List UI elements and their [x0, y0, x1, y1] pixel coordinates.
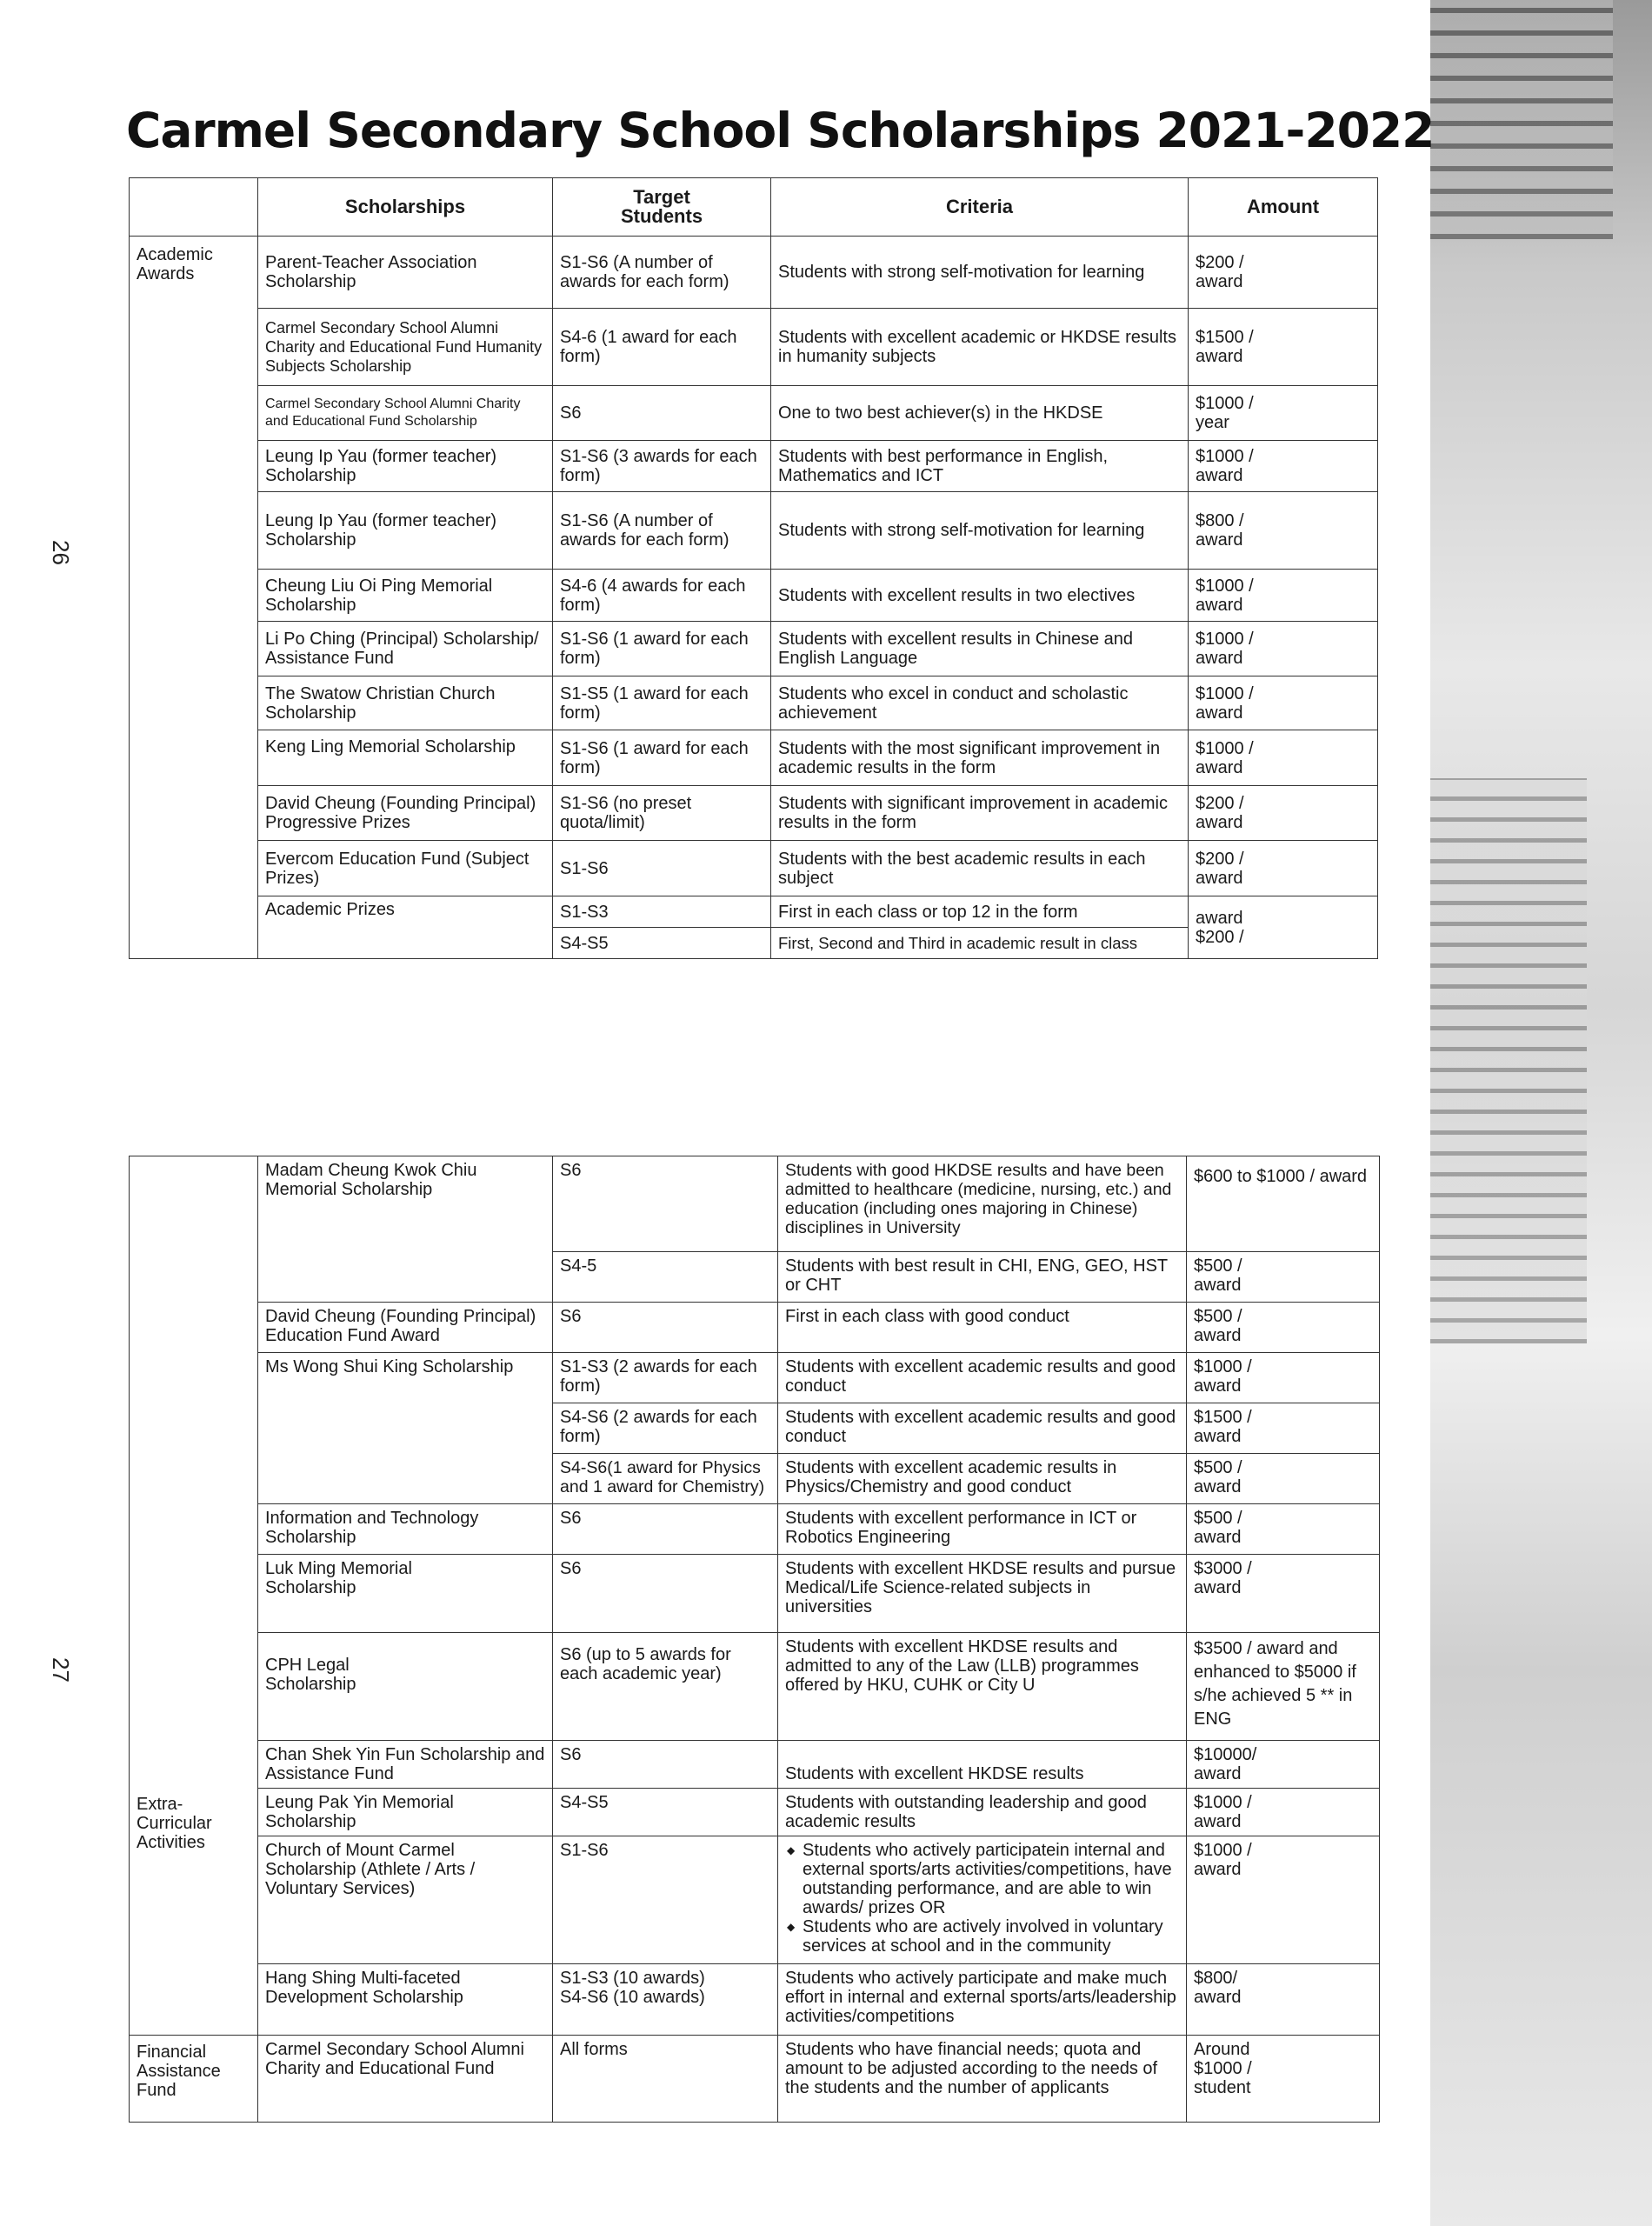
table-row [130, 1633, 1380, 1741]
table-row [130, 841, 1378, 896]
table-row [130, 237, 1378, 309]
criteria: Students with excellent results in two electives [771, 570, 1189, 622]
criteria-bullet: ◆ Students who are actively involved in voluntary services at school and in the community [803, 1917, 1179, 1956]
criteria [778, 1836, 1187, 1964]
table-row [130, 1555, 1380, 1633]
criteria: Students with excellent HKDSE results and pursue Medical/Life Science-related subjects in universities [778, 1555, 1187, 1633]
target-students: S6 [553, 1555, 778, 1633]
target-students: S6 [553, 1156, 778, 1252]
criteria: First in each class or top 12 in the form [771, 896, 1189, 928]
criteria: Students with excellent performance in ICT or Robotics Engineering [778, 1504, 1187, 1555]
target-students [553, 1964, 778, 2036]
table-row [130, 786, 1378, 841]
header-scholarships: Scholarships [258, 178, 553, 237]
scholarship-name: Carmel Secondary School Alumni Charity and Educational Fund [258, 2036, 553, 2123]
scholarship-name: Leung Pak Yin Memorial Scholarship [258, 1789, 553, 1836]
amount: $800 / award [1189, 492, 1378, 570]
target-students: S6 [553, 386, 771, 441]
scholarship-name: Carmel Secondary School Alumni Charity and Educational Fund Humanity Subjects Scholarship [258, 309, 553, 386]
scholarship-name: David Cheung (Founding Principal) Education Fund Award [258, 1303, 553, 1353]
school-building-image-top [1430, 0, 1613, 239]
scholarship-name: Hang Shing Multi-faceted Development Scholarship [258, 1964, 553, 2036]
page-number-26: 26 [47, 540, 74, 565]
target-students: S1-S6 (no preset quota/limit) [553, 786, 771, 841]
criteria: Students with excellent HKDSE results [778, 1741, 1187, 1789]
table-row [130, 1303, 1380, 1353]
scholarship-name: Cheung Liu Oi Ping Memorial Scholarship [258, 570, 553, 622]
amount: $10000/ award [1187, 1741, 1380, 1789]
target-students: S1-S6 (1 award for each form) [553, 622, 771, 676]
target-students: S1-S6 [553, 841, 771, 896]
page-title: Carmel Secondary School Scholarships 2021-2022 [126, 103, 1435, 158]
target-students: S1-S6 (A number of awards for each form) [553, 237, 771, 309]
amount: $200 / award [1189, 786, 1378, 841]
amount: $500 / award [1187, 1454, 1380, 1504]
amount-line: award [1196, 908, 1243, 928]
target-students: S1-S6 (3 awards for each form) [553, 441, 771, 492]
header-amount: Amount [1189, 178, 1378, 237]
criteria: Students with good HKDSE results and have been admitted to healthcare (medicine, nursing, etc.) and education (including ones majoring in Chinese) disciplines in University [778, 1156, 1187, 1252]
category-academic-awards: Academic Awards [130, 237, 258, 959]
table-row [130, 2036, 1380, 2123]
table-row [130, 1836, 1380, 1964]
page-number-27: 27 [47, 1657, 74, 1683]
criteria: Students with excellent academic or HKDSE results in humanity subjects [771, 309, 1189, 386]
target-students: All forms [553, 2036, 778, 2123]
criteria: Students with excellent academic results and good conduct [778, 1353, 1187, 1403]
scholarship-name: Ms Wong Shui King Scholarship [258, 1353, 553, 1504]
criteria: Students with the most significant improvement in academic results in the form [771, 730, 1189, 786]
table-row [130, 492, 1378, 570]
target-line: S1-S3 (10 awards) [560, 1969, 705, 1988]
header-target: Target Students [553, 178, 771, 237]
amount: $1000 / award [1189, 622, 1378, 676]
criteria: Students with excellent academic results and good conduct [778, 1403, 1187, 1454]
scholarships-table-other [129, 1156, 1380, 2123]
target-students: S6 [553, 1303, 778, 1353]
target-students: S6 [553, 1504, 778, 1555]
amount: $1000 / award [1189, 730, 1378, 786]
amount: $200 / award [1189, 841, 1378, 896]
building-photo-strip [1430, 0, 1652, 2226]
amount: $1500 / award [1187, 1403, 1380, 1454]
amount: $200 / award [1189, 237, 1378, 309]
scholarship-name: CPH Legal Scholarship [258, 1633, 553, 1741]
scholarships-table-academic [129, 177, 1378, 959]
target-students: S1-S5 (1 award for each form) [553, 676, 771, 730]
criteria: Students who actively participate and make much effort in internal and external sports/arts/leadership activities/competitions [778, 1964, 1187, 2036]
target-students: S4-6 (4 awards for each form) [553, 570, 771, 622]
criteria: First in each class with good conduct [778, 1303, 1187, 1353]
amount-line: $200 / [1196, 927, 1244, 947]
amount: $1000 / award [1187, 1789, 1380, 1836]
header-category [130, 178, 258, 237]
scholarship-name: Chan Shek Yin Fun Scholarship and Assistance Fund [258, 1741, 553, 1789]
target-students: S4-S5 [553, 928, 771, 959]
table-row [130, 1964, 1380, 2036]
category-extra-curricular: Extra-Curricular Activities [137, 1795, 212, 1852]
criteria: Students with excellent results in Chinese and English Language [771, 622, 1189, 676]
amount: $1000 / award [1187, 1836, 1380, 1964]
table-row [130, 676, 1378, 730]
scholarship-name: The Swatow Christian Church Scholarship [258, 676, 553, 730]
scholarship-name: David Cheung (Founding Principal) Progressive Prizes [258, 786, 553, 841]
criteria: Students with outstanding leadership and good academic results [778, 1789, 1187, 1836]
amount: $500 / award [1187, 1303, 1380, 1353]
amount: $600 to $1000 / award [1187, 1156, 1380, 1252]
target-students: S4-S6 (2 awards for each form) [553, 1403, 778, 1454]
table-row [130, 309, 1378, 386]
scholarship-name: Keng Ling Memorial Scholarship [258, 730, 553, 786]
category-financial-assistance: Financial Assistance Fund [130, 2036, 258, 2123]
criteria: Students with best result in CHI, ENG, GEO, HST or CHT [778, 1252, 1187, 1303]
scholarship-name: Leung Ip Yau (former teacher) Scholarship [258, 492, 553, 570]
target-students: S4-5 [553, 1252, 778, 1303]
criteria: Students who have financial needs; quota and amount to be adjusted according to the needs of the students and the number of applicants [778, 2036, 1187, 2123]
scholarship-name: Luk Ming Memorial Scholarship [258, 1555, 553, 1633]
amount: $3000 / award [1187, 1555, 1380, 1633]
criteria: Students with excellent academic results in Physics/Chemistry and good conduct [778, 1454, 1187, 1504]
header-criteria: Criteria [771, 178, 1189, 237]
scholarship-name: Leung Ip Yau (former teacher) Scholarship [258, 441, 553, 492]
target-students: S1-S6 (A number of awards for each form) [553, 492, 771, 570]
amount: $1000 / award [1189, 570, 1378, 622]
table-row [130, 730, 1378, 786]
target-students: S6 (up to 5 awards for each academic year) [553, 1633, 778, 1741]
table-row [130, 1741, 1380, 1789]
scholarship-name: Academic Prizes [258, 896, 553, 959]
category-blank [130, 1156, 258, 2036]
amount: $1000 / award [1189, 441, 1378, 492]
school-building-image-middle [1430, 778, 1587, 1343]
target-students: S1-S3 (2 awards for each form) [553, 1353, 778, 1403]
amount: $500 / award [1187, 1504, 1380, 1555]
amount: $3500 / award and enhanced to $5000 if s/he achieved 5 ** in ENG [1187, 1633, 1380, 1741]
table-row [130, 1504, 1380, 1555]
criteria: First, Second and Third in academic result in class [771, 928, 1189, 959]
criteria: Students with strong self-motivation for learning [771, 237, 1189, 309]
criteria: Students with best performance in English, Mathematics and ICT [771, 441, 1189, 492]
scholarship-name: Church of Mount Carmel Scholarship (Athlete / Arts / Voluntary Services) [258, 1836, 553, 1964]
criteria-bullet: ◆ Students who actively participatein internal and external sports/arts activities/competitions, have outstanding performance, and are able to win awards/ prizes OR [803, 1841, 1179, 1917]
criteria: Students with strong self-motivation for learning [771, 492, 1189, 570]
amount: $500 / award [1187, 1252, 1380, 1303]
table-header-row [130, 178, 1378, 237]
scholarship-name: Carmel Secondary School Alumni Charity and Educational Fund Scholarship [258, 386, 553, 441]
target-students: S1-S6 [553, 1836, 778, 1964]
table-row [130, 441, 1378, 492]
table-row [130, 622, 1378, 676]
target-students: S1-S3 [553, 896, 771, 928]
criteria: One to two best achiever(s) in the HKDSE [771, 386, 1189, 441]
scholarship-name: Information and Technology Scholarship [258, 1504, 553, 1555]
amount: $1000 / year [1189, 386, 1378, 441]
amount: Around $1000 / student [1187, 2036, 1380, 2123]
target-students: S1-S6 (1 award for each form) [553, 730, 771, 786]
table-row [130, 896, 1378, 928]
target-students: S6 [553, 1741, 778, 1789]
scholarship-name: Evercom Education Fund (Subject Prizes) [258, 841, 553, 896]
amount: $1000 / award [1189, 676, 1378, 730]
criteria: Students with excellent HKDSE results and admitted to any of the Law (LLB) programmes offered by HKU, CUHK or City U [778, 1633, 1187, 1741]
amount [1189, 896, 1378, 959]
table-row [130, 1353, 1380, 1403]
amount: $1500 / award [1189, 309, 1378, 386]
table-row [130, 1156, 1380, 1252]
scholarship-name: Parent-Teacher Association Scholarship [258, 237, 553, 309]
scholarship-name: Li Po Ching (Principal) Scholarship/ Assistance Fund [258, 622, 553, 676]
criteria-bullet-list [785, 1841, 1179, 1956]
target-students: S4-S6(1 award for Physics and 1 award for Chemistry) [553, 1454, 778, 1504]
target-students: S4-6 (1 award for each form) [553, 309, 771, 386]
scholarship-name: Madam Cheung Kwok Chiu Memorial Scholarship [258, 1156, 553, 1303]
amount: $800/ award [1187, 1964, 1380, 2036]
table-row [130, 1789, 1380, 1836]
criteria: Students who excel in conduct and scholastic achievement [771, 676, 1189, 730]
target-students: S4-S5 [553, 1789, 778, 1836]
target-line: S4-S6 (10 awards) [560, 1988, 705, 2007]
amount: $1000 / award [1187, 1353, 1380, 1403]
criteria: Students with significant improvement in academic results in the form [771, 786, 1189, 841]
table-row [130, 386, 1378, 441]
criteria: Students with the best academic results in each subject [771, 841, 1189, 896]
table-row [130, 570, 1378, 622]
